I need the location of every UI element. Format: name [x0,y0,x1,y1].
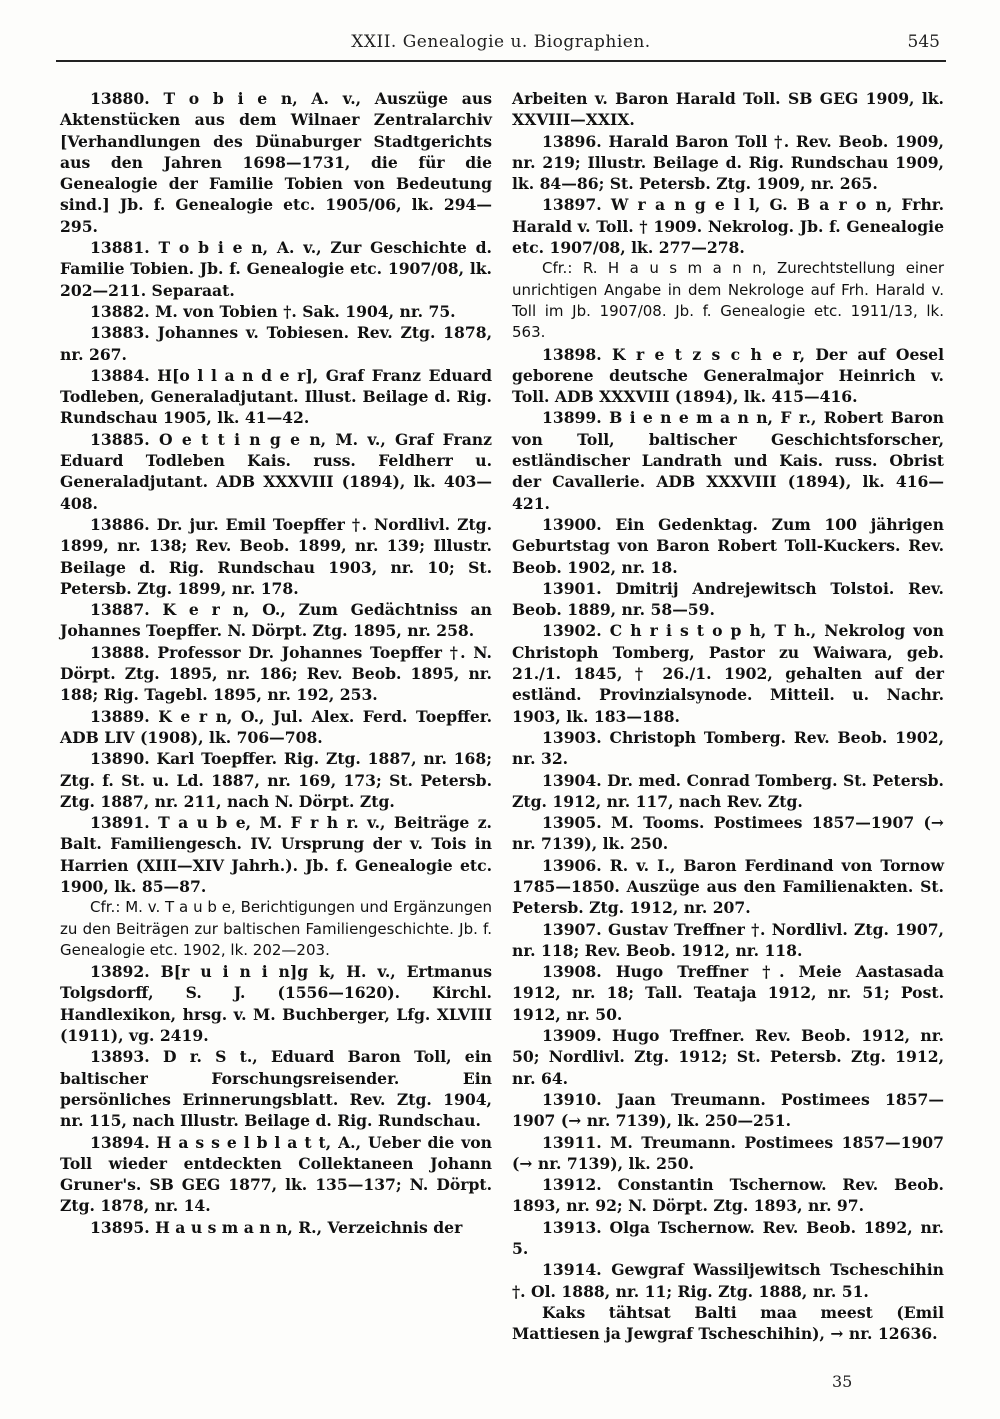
page-number: 545 [907,32,940,52]
bibliography-entry [512,855,944,919]
entry-number: 13907. [542,919,602,939]
bibliography-entry [60,429,492,514]
bibliography-entry [512,1132,944,1175]
entry-number: 13894. [90,1132,150,1152]
entry-text: Olga Tschernow. Rev. Beob. 1892, nr. 5. [512,1217,944,1259]
entry-text: Johannes v. Tobiesen. Rev. Ztg. 1878, nr. 267. [60,323,493,364]
bibliography-entry [512,578,944,621]
entry-number: 13881. [90,238,150,258]
entry-text: M. Tooms. Postimees 1857—1907 (→ nr. 7139), lk. 250. [512,813,944,854]
entry-text: H[o l l a n d e r], Graf Franz Eduard Todleben, Generaladjutant. Illust. Beilage d. Rig. Rundschau 1905, lk. 41—42. [60,365,492,428]
entry-text: Harald Baron Toll †. Rev. Beob. 1909, nr. 219; Illustr. Beilage d. Rig. Rundschau 1909, lk. 84—86; St. Petersb. Ztg. 1909, nr. 265. [512,131,944,194]
entry-text: Jaan Treumann. Postimees 1857—1907 (→ nr. 7139), lk. 250—251. [512,1089,944,1131]
entry-text: Dr. med. Conrad Tomberg. St. Petersb. Ztg. 1912, nr. 117, nach Rev. Ztg. [512,770,944,811]
section-title: XXII. Genealogie u. Biographien. [351,32,651,52]
bibliography-entry [60,322,492,365]
entry-number: 13892. [90,962,150,982]
entry-text: Gustav Treffner †. Nordlivl. Ztg. 1907, nr. 118; Rev. Beob. 1912, nr. 118. [512,919,944,960]
bibliography-entry [512,770,944,813]
bibliography-entry [60,748,492,812]
bibliography-entry [512,1089,944,1132]
entry-text: B[r u i n i n]g k, H. v., Ertmanus Tolgsdorff, S. J. (1556—1620). Kirchl. Handlexikon, hrsg. v. M. Buchberger, Lfg. XLVIII (1911), vg. 2419. [60,962,492,1046]
entry-number: 13885. [90,429,150,449]
entry-text: O e t t i n g e n, M. v., Graf Franz Eduard Todleben Kais. russ. Feldherr u. Generaladjutant. ADB XXXVIII (1894), lk. 403—408. [60,429,492,513]
entry-text: C h r i s t o p h, T h., Nekrolog von Christoph Tomberg, Pastor zu Waiwara, geb. 21./1. 1845, † 26./1. 1902, gehalten auf der estländ. Provinzialsynode. Mitteil. u. Nachr. 1903, lk. 183—188. [512,621,944,726]
bibliography-entry [512,620,944,726]
entry-text: Karl Toepffer. Rig. Ztg. 1887, nr. 168; Ztg. f. St. u. Ld. 1887, nr. 169, 173; St. Petersb. Ztg. 1887, nr. 211, nach N. Dörpt. Ztg. [60,749,492,811]
bibliography-entry [512,812,944,855]
entry-text: H a s s e l b l a t t, A., Ueber die von Toll wieder entdeckten Collektaneen Johann Gruner's. SB GEG 1877, lk. 135—137; N. Dörpt. Ztg. 1878, nr. 14. [60,1132,492,1216]
entry-number: 13914. [542,1260,602,1280]
entry-number: 13911. [542,1132,602,1152]
entry-text: Kaks tähtsat Balti maa meest (Emil Mattiesen ja Jewgraf Tscheschihin), → nr. 12636. [512,1302,944,1344]
bibliography-entry [512,344,944,408]
bibliography-entry [512,194,944,258]
entry-number: 13905. [542,813,602,833]
entry-text: D r. S t., Eduard Baron Toll, ein baltischer Forschungsreisender. Ein persönliches Erinnerungsblatt. Rev. Ztg. 1904, nr. 115, nach Illustr. Beilage d. Rig. Rundschau. [60,1047,492,1131]
entry-text: T o b i e n, A. v., Zur Geschichte d. Familie Tobien. Jb. f. Genealogie etc. 1907/08, lk. 202—211. Separaat. [60,238,492,300]
entry-number: 13886. [90,514,150,534]
entry-number: 13895. [90,1217,150,1237]
entry-number: 13903. [542,727,602,747]
entry-number: 13882. [90,301,150,321]
bibliography-entry [512,1259,944,1302]
bibliography-entry [512,131,944,195]
bibliography-entry [60,237,492,301]
entry-number: 13888. [90,642,150,662]
entry-text: Arbeiten v. Baron Harald Toll. SB GEG 1909, lk. XXVIII—XXIX. [512,89,944,130]
entry-text: K e r n, O., Jul. Alex. Ferd. Toepffer. ADB LIV (1908), lk. 706—708. [60,706,493,747]
entry-text: T o b i e n, A. v., Auszüge aus Aktenstücken aus dem Wilnaer Zentralarchiv [Verhandlungen des Dünaburger Stadtgerichts aus den Jahren 1698—1731, die für die Genealogie der Familie Tobien von Bedeutung sind.] Jb. f. Genealogie etc. 1905/06, lk. 294—295. [60,89,492,236]
left-column [60,88,492,1238]
entry-number: 13910. [542,1089,602,1109]
entry-number: 13908. [542,962,602,982]
entry-text: Gewgraf Wassiljewitsch Tscheschihin †. Ol. 1888, nr. 11; Rig. Ztg. 1888, nr. 51. [512,1260,944,1301]
entry-number: 13891. [90,813,150,833]
entry-text: T a u b e, M. F r h r. v., Beiträge z. Balt. Familiengesch. IV. Ursprung der v. Tois in Harrien (XIII—XIV Jahrh.). Jb. f. Genealogie etc. 1900, lk. 85—87. [60,813,492,896]
right-column [512,88,944,1345]
bibliography-entry [60,812,492,897]
bibliography-entry [60,961,492,1046]
bibliography-entry [512,1217,944,1260]
running-header [56,30,946,60]
entry-number: 13893. [90,1047,150,1067]
bibliography-entry [60,642,492,706]
entry-number: 13909. [542,1026,602,1046]
entry-number: 13904. [542,770,602,790]
entry-text: Hugo Treffner †. Meie Aastasada 1912, nr. 18; Tall. Teataja 1912, nr. 51; Post. 1912, nr. 50. [512,962,944,1024]
bibliography-entry [512,407,944,513]
entry-number: 13883. [90,323,150,343]
entry-number: 13887. [90,600,150,620]
header-rule [56,60,946,62]
bibliography-entry [512,961,944,1025]
entry-text: R. v. I., Baron Ferdinand von Tornow 1785—1850. Auszüge aus den Familienakten. St. Petersb. Ztg. 1912, nr. 207. [512,855,945,918]
bibliography-entry [60,1132,492,1217]
entry-number: 13898. [542,344,602,364]
entry-text: K r e t z s c h e r, Der auf Oesel geborene deutsche Generalmajor Heinrich v. Toll. ADB XXXVIII (1894), lk. 415—416. [512,344,944,407]
bibliography-entry [60,365,492,429]
bibliography-entry [60,301,492,322]
entry-text: H a u s m a n n, R., Verzeichnis der [155,1217,463,1237]
entry-number: 13889. [90,706,150,726]
bibliography-entry [512,919,944,962]
entry-text: M. von Tobien †. Sak. 1904, nr. 75. [155,301,456,321]
entry-text: M. Treumann. Postimees 1857—1907 (→ nr. 7139), lk. 250. [512,1132,944,1173]
bibliography-entry [512,514,944,578]
entry-number: 13902. [542,621,602,641]
sheet-signature: 35 [832,1372,853,1391]
entry-number: 13884. [90,365,150,385]
entry-text: Hugo Treffner. Rev. Beob. 1912, nr. 50; Nordlivl. Ztg. 1912; St. Petersb. Ztg. 1912, nr. 64. [512,1026,944,1088]
entry-text: Professor Dr. Johannes Toepffer †. N. Dörpt. Ztg. 1895, nr. 186; Rev. Beob. 1895, nr. 188; Rig. Tagebl. 1895, nr. 192, 253. [60,642,492,705]
entry-text: Dr. jur. Emil Toepffer †. Nordlivl. Ztg. 1899, nr. 138; Rev. Beob. 1899, nr. 139; Illustr. Beilage d. Rig. Rundschau 1903, nr. 10; St. Petersb. Ztg. 1899, nr. 178. [60,514,492,598]
bibliography-entry [512,727,944,770]
bibliography-entry [60,1217,492,1238]
bibliography-entry [60,706,492,749]
entry-text: Dmitrij Andrejewitsch Tolstoi. Rev. Beob. 1889, nr. 58—59. [512,578,944,620]
entry-text: W r a n g e l l, G. B a r o n, Frhr. Harald v. Toll. † 1909. Nekrolog. Jb. f. Genealogie etc. 1907/08, lk. 277—278. [512,195,944,258]
bibliography-entry [60,1046,492,1131]
entry-number: 13899. [542,408,602,428]
bibliography-entry [60,599,492,642]
bibliography-entry [512,88,944,131]
entry-number: 13900. [542,514,602,534]
bibliography-entry [60,88,492,237]
entry-text: Ein Gedenktag. Zum 100 jährigen Geburtstag von Baron Robert Toll-Kuckers. Rev. Beob. 1902, nr. 18. [512,514,944,577]
entry-number: 13896. [542,131,602,151]
entry-text: Christoph Tomberg. Rev. Beob. 1902, nr. 32. [512,727,945,769]
bibliography-entry [512,1025,944,1089]
bibliography-entry [512,1302,944,1345]
bibliography-entry [60,514,492,599]
entry-number: 13897. [542,195,602,215]
bibliography-entry [512,1174,944,1217]
entry-number: 13906. [542,855,602,875]
entry-text: K e r n, O., Zum Gedächtniss an Johannes Toepffer. N. Dörpt. Ztg. 1895, nr. 258. [60,600,492,641]
bibliography-entry [60,897,492,961]
entry-number: 13913. [542,1217,602,1237]
entry-text: Cfr.: R. H a u s m a n n, Zurechtstellung einer unrichtigen Angabe in dem Nekrologe auf Frh. Harald v. Toll im Jb. 1907/08. Jb. f. Genealogie etc. 1911/13, lk. 563. [512,259,944,342]
bibliography-entry [512,258,944,343]
entry-number: 13901. [542,578,602,598]
entry-number: 13880. [90,89,150,108]
entry-text: Constantin Tschernow. Rev. Beob. 1893, nr. 92; N. Dörpt. Ztg. 1893, nr. 97. [512,1175,944,1216]
entry-number: 13890. [90,749,150,769]
entry-number: 13912. [542,1175,602,1195]
entry-text: Cfr.: M. v. T a u b e, Berichtigungen und Ergänzungen zu den Beiträgen zur baltischen Familiengeschichte. Jb. f. Genealogie etc. 1902, lk. 202—203. [60,898,492,959]
entry-text: B i e n e m a n n, F r., Robert Baron von Toll, baltischer Geschichtsforscher, estländischer Landrath und Kais. russ. Obrist der Cavallerie. ADB XXXVIII (1894), lk. 416—421. [512,408,944,513]
